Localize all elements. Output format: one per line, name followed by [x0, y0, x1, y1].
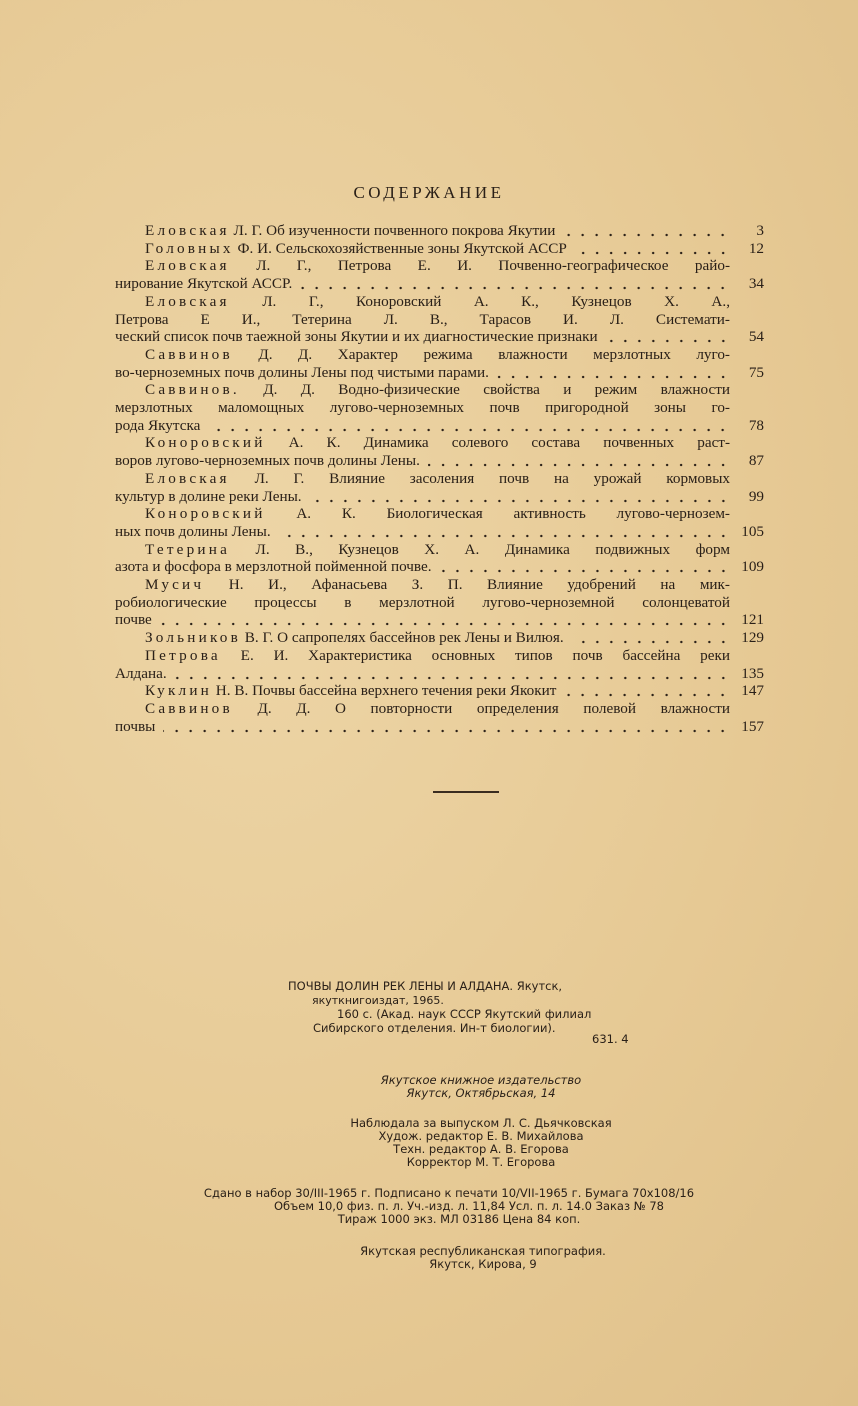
toc-author: Тетерина: [145, 540, 231, 558]
toc-author: Еловская: [145, 222, 230, 239]
toc-line: [145, 682, 730, 700]
toc-line: [115, 364, 730, 382]
toc-title-text: Л. Г. Влияние засоления почв на урожай кормовых: [254, 469, 731, 487]
toc-line-text: [145, 682, 556, 700]
toc-page-number: 147: [741, 682, 764, 700]
toc-line: [145, 470, 730, 488]
bib-line: якуткнигоиздат, 1965.: [312, 994, 444, 1007]
toc-line-text: [145, 346, 730, 364]
toc-line-text: [115, 611, 152, 629]
toc-page-number: 78: [748, 416, 764, 434]
bib-line: ПОЧВЫ ДОЛИН РЕК ЛЕНЫ И АЛДАНА. Якутск,: [288, 979, 563, 993]
toc-author: Еловская: [145, 292, 230, 310]
toc-line-text: [115, 399, 730, 417]
toc-line: [115, 417, 730, 435]
toc-title-text: Ф. И. Сельскохозяйственные зоны Якутской АССР: [237, 239, 567, 257]
dot-leader: [440, 569, 730, 573]
toc-title-text: мерзлотных маломощных лугово-черноземных почв пригородной зоны го-: [115, 399, 730, 416]
toc-line: [115, 665, 730, 683]
print-info: Объем 10,0 физ. п. л. Уч.-изд. л. 11,84 Усл. п. л. 14.0 Заказ № 78: [273, 1199, 665, 1213]
toc-line: [115, 611, 730, 629]
toc-line: [145, 541, 730, 559]
toc-line: [145, 700, 730, 718]
toc-title-text: азота и фосфора в мерзлотной пойменной почве.: [115, 558, 432, 576]
toc-author: Головных: [145, 239, 234, 257]
dot-leader: [564, 693, 730, 697]
divider: [433, 791, 499, 793]
toc-title-text: почве: [115, 611, 152, 629]
toc-line-text: [145, 222, 555, 240]
toc-line: [145, 434, 730, 452]
printer-address: Якутск, Кирова, 9: [429, 1257, 537, 1271]
toc-page-number: 99: [748, 487, 764, 505]
dot-leader: [279, 534, 730, 538]
toc-page-number: 87: [748, 452, 764, 470]
dot-leader: [310, 499, 730, 503]
toc-line: [115, 399, 730, 417]
toc-page-number: 135: [741, 664, 764, 682]
toc-title-text: Л. Г., Петрова Е. И. Почвенно-географическое райо-: [256, 257, 730, 275]
print-info: Тираж 1000 экз. МЛ 03186 Цена 84 коп.: [337, 1212, 581, 1226]
dot-leader: [163, 729, 730, 733]
toc-line: [115, 558, 730, 576]
publisher-address: Якутск, Октябрьская, 14: [406, 1086, 556, 1100]
toc-author: Петрова: [145, 646, 221, 664]
toc-author: Коноровский: [145, 505, 266, 523]
toc-line-text: [145, 293, 730, 311]
toc-title-text: воров лугово-черноземных почв долины Лены.: [115, 452, 420, 470]
publisher-name: Якутское книжное издательство: [380, 1073, 582, 1087]
dot-leader: [606, 339, 730, 343]
toc-line-text: [115, 558, 432, 576]
toc-title-text: рода Якутска: [115, 416, 201, 434]
toc-line-text: [145, 576, 730, 594]
toc-title-text: Алдана.: [115, 664, 167, 682]
toc-title-text: Д. Д. Водно-физические свойства и режим влажности: [263, 381, 730, 399]
dot-leader: [300, 286, 730, 290]
toc-title-text: Д. Д. О повторности определения полевой влажности: [257, 699, 730, 717]
toc-line-text: [145, 629, 564, 647]
toc-author: Коноровский: [145, 434, 266, 452]
toc-title-text: нирование Якутской АССР.: [115, 275, 293, 293]
toc-page-number: 105: [741, 522, 764, 540]
toc-page-number: 12: [748, 239, 764, 257]
toc-line: [115, 523, 730, 541]
staff-line: Техн. редактор А. В. Егорова: [393, 1142, 569, 1156]
toc-line: [115, 488, 730, 506]
toc-line-text: [145, 647, 730, 665]
toc-page-number: 157: [741, 717, 764, 735]
toc-line: [145, 629, 730, 647]
dot-leader: [497, 375, 730, 379]
toc-line-text: [145, 470, 730, 488]
toc-line-text: [115, 275, 292, 293]
toc-line: [145, 647, 730, 665]
toc-line: [145, 346, 730, 364]
toc-author: Саввинов: [145, 699, 233, 717]
toc-title-text: Петрова Е И., Тетерина Л. В., Тарасов И. Л. Системати-: [115, 310, 730, 328]
toc-author: Мусич: [145, 576, 205, 593]
toc-line-text: [115, 523, 271, 541]
toc-author: Еловская: [145, 257, 230, 275]
toc-line-text: [145, 700, 730, 718]
toc-line: [145, 257, 730, 275]
toc-title-text: Д. Д. Характер режима влажности мерзлотных луго-: [258, 345, 730, 363]
toc-title-text: культур в долине реки Лены.: [115, 487, 302, 505]
toc-author: Зольников: [145, 629, 241, 647]
toc-line-text: [145, 505, 730, 523]
toc-page-number: 109: [741, 558, 764, 576]
toc-line-text: [115, 417, 200, 435]
toc-line: [115, 275, 730, 293]
toc-title-text: Е. И. Характеристика основных типов почв бассейна реки: [240, 646, 730, 664]
toc-page-number: 129: [741, 629, 764, 647]
toc-title-text: А. К. Динамика солевого состава почвенных раст-: [288, 434, 730, 452]
dot-leader: [428, 463, 730, 467]
udc-code: 631. 4: [592, 1032, 629, 1046]
toc-line: [115, 452, 730, 470]
toc-title-text: Л. Г., Коноровский А. К., Кузнецов Х. А.,: [262, 292, 730, 310]
toc-line-text: [145, 434, 730, 452]
dot-leader: [575, 251, 730, 255]
dot-leader: [563, 233, 730, 237]
toc-title-text: робиологические процессы в мерзлотной лугово-черноземной солонцеватой: [115, 593, 730, 611]
staff-line: Наблюдала за выпуском Л. С. Дьячковская: [350, 1116, 612, 1130]
toc-author: Куклин: [145, 682, 212, 700]
toc-line-text: [115, 452, 420, 470]
toc-line-text: [115, 718, 155, 736]
toc-line-text: [115, 364, 489, 382]
toc-line: [145, 505, 730, 523]
bib-line: 160 с. (Акад. наук СССР Якутский филиал: [337, 1007, 592, 1021]
bib-line: Сибирского отделения. Ин-т биологии).: [313, 1021, 556, 1035]
toc-author: Саввинов.: [145, 381, 240, 399]
toc-line-text: [115, 311, 730, 329]
dot-leader: [175, 676, 730, 680]
toc-title-text: ческий список почв таежной зоны Якутии и их диагностические признаки: [115, 328, 598, 346]
toc-page-number: 54: [748, 328, 764, 346]
toc-line-text: [115, 665, 167, 683]
toc-line-text: [115, 594, 730, 612]
staff-line: Худож. редактор Е. В. Михайлова: [378, 1129, 584, 1143]
toc-title-text: ных почв долины Лены.: [115, 522, 271, 540]
toc-title-text: Н. И., Афанасьева З. П. Влияние удобрений на мик-: [228, 576, 730, 593]
toc-line: [115, 311, 730, 329]
toc-title-text: Н. В. Почвы бассейна верхнего течения реки Якокит: [215, 682, 557, 700]
toc-title-text: во-черноземных почв долины Лены под чистыми парами.: [115, 363, 489, 381]
staff-line: Корректор М. Т. Егорова: [406, 1155, 556, 1169]
dot-leader: [160, 622, 730, 626]
toc-title-text: Л. Г. Об изученности почвенного покрова Якутии: [233, 222, 556, 239]
toc-line: [145, 576, 730, 594]
toc-page-number: 121: [741, 611, 764, 629]
toc-line: [145, 293, 730, 311]
page-title: СОДЕРЖАНИЕ: [353, 183, 505, 202]
toc-line: [115, 718, 730, 736]
toc-line-text: [145, 541, 730, 559]
toc-title-text: почвы: [115, 717, 156, 735]
toc-line: [115, 594, 730, 612]
toc-line: [115, 328, 730, 346]
toc-line-text: [145, 257, 730, 275]
toc-line: [145, 222, 730, 240]
toc-line-text: [115, 488, 302, 506]
toc-author: Саввинов: [145, 345, 233, 363]
toc-line-text: [115, 328, 598, 346]
printer-name: Якутская республиканская типография.: [360, 1244, 606, 1258]
toc-page-number: 34: [748, 275, 764, 293]
toc-title-text: А. К. Биологическая активность лугово-чернозем-: [296, 505, 730, 523]
print-info: Сдано в набор 30/III-1965 г. Подписано к печати 10/VII-1965 г. Бумага 70x108/16: [203, 1186, 695, 1200]
toc-title-text: В. Г. О сапропелях бассейнов рек Лены и Вилюя.: [244, 629, 564, 647]
toc-line-text: [145, 381, 730, 399]
toc-page-number: 3: [756, 222, 764, 239]
toc-author: Еловская: [145, 469, 230, 487]
toc-line: [145, 240, 730, 258]
toc-page-number: 75: [748, 363, 764, 381]
dot-leader: [572, 640, 730, 644]
toc-line-text: [145, 240, 567, 258]
toc-line: [145, 381, 730, 399]
dot-leader: [208, 428, 730, 432]
toc-title-text: Л. В., Кузнецов Х. А. Динамика подвижных форм: [255, 540, 730, 558]
